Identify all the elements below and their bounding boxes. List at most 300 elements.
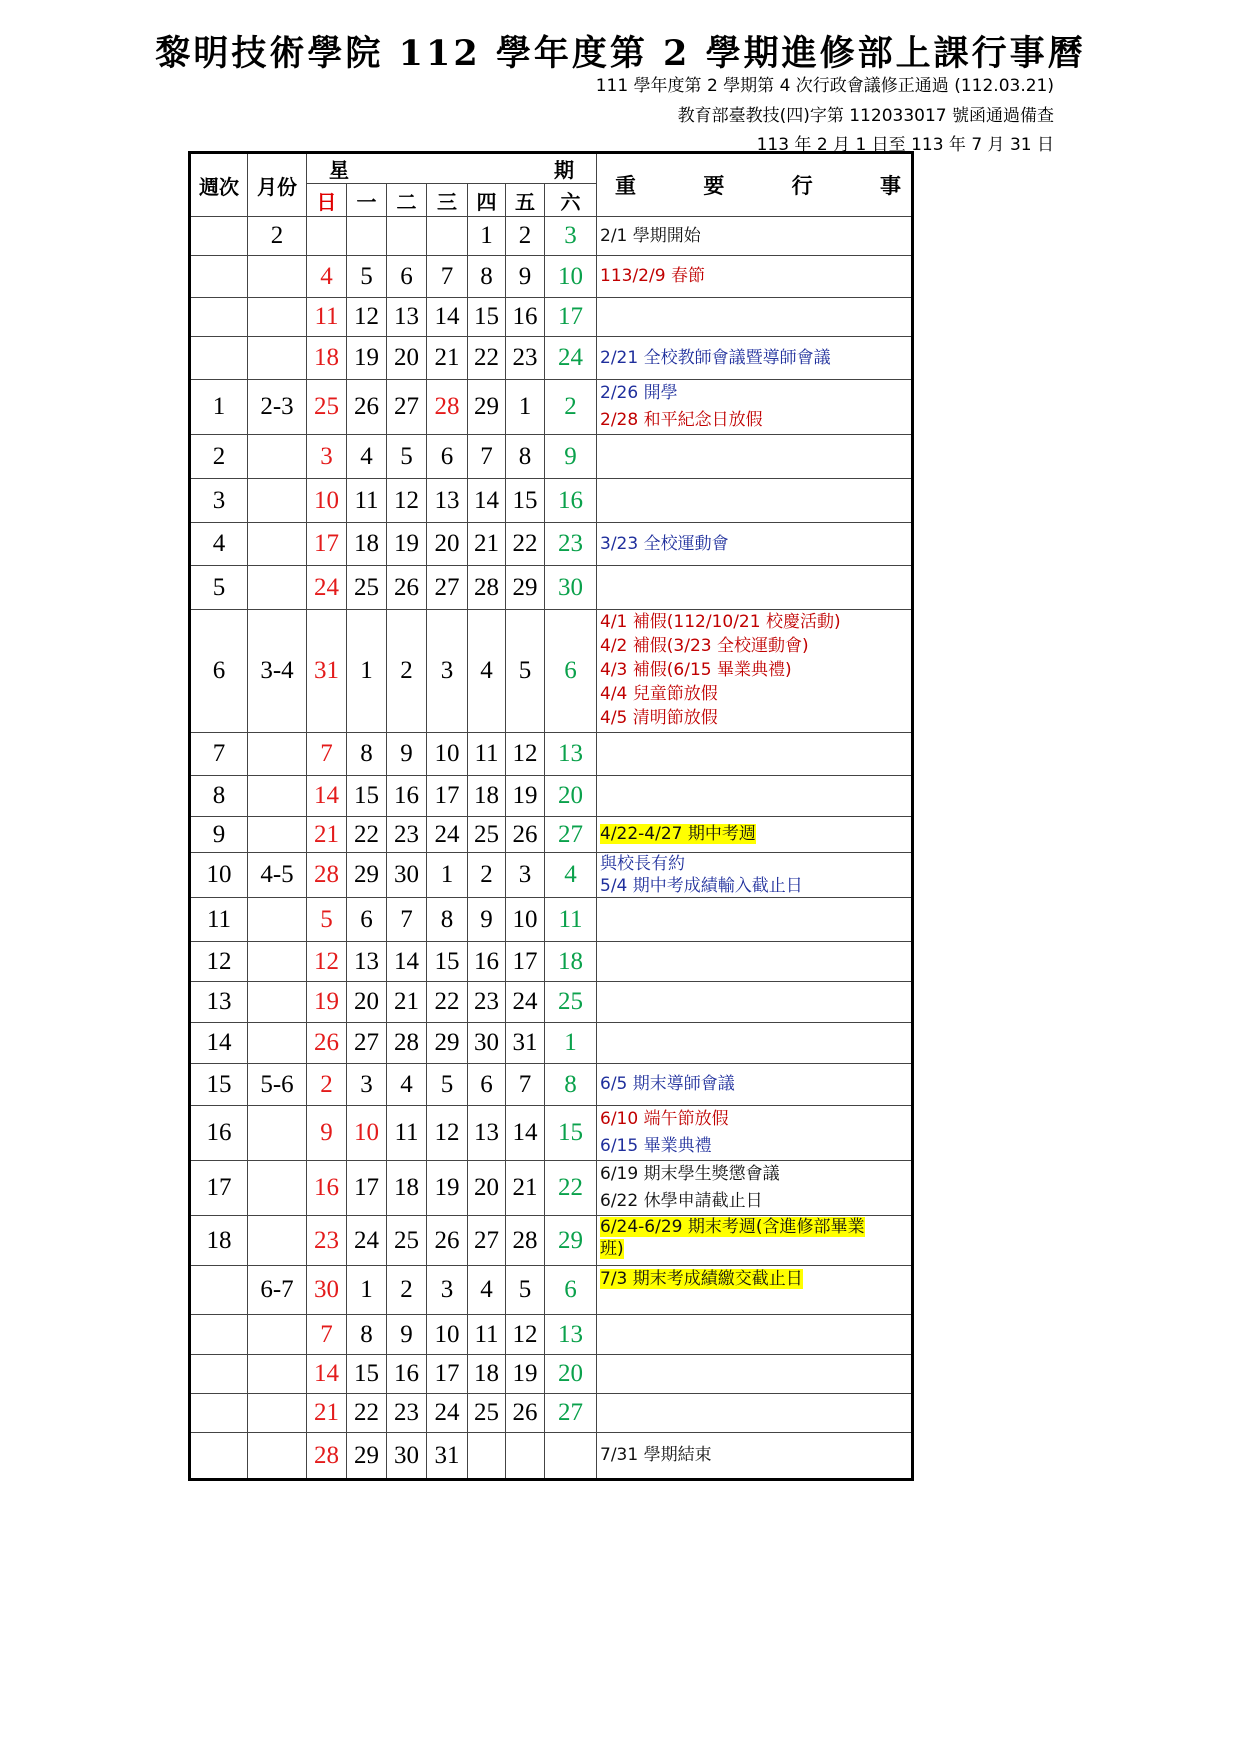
date-cell: 12 xyxy=(506,733,545,776)
date-cell: 18 xyxy=(347,523,387,566)
date-cell: 8 xyxy=(468,256,506,298)
date-cell: 17 xyxy=(307,523,347,566)
date-cell: 30 xyxy=(307,1266,347,1315)
events-cell xyxy=(597,942,913,982)
table-row xyxy=(190,380,913,435)
event-text: 6/5 期末導師會議 xyxy=(600,1074,735,1094)
date-cell: 3 xyxy=(427,1266,468,1315)
events-cell xyxy=(597,1106,913,1161)
date-cell: 15 xyxy=(545,1106,597,1161)
date-cell: 12 xyxy=(387,479,427,523)
date-cell: 11 xyxy=(468,733,506,776)
month-cell xyxy=(248,1315,307,1355)
table-row xyxy=(190,733,913,776)
date-cell: 3 xyxy=(427,610,468,733)
date-cell: 6 xyxy=(545,1266,597,1315)
date-cell: 27 xyxy=(545,1394,597,1433)
month-cell xyxy=(248,1355,307,1394)
day-header-sun: 日 xyxy=(307,184,347,217)
date-cell: 13 xyxy=(545,1315,597,1355)
date-cell: 2 xyxy=(387,1266,427,1315)
date-cell: 4 xyxy=(307,256,347,298)
date-cell: 10 xyxy=(545,256,597,298)
table-row xyxy=(190,1355,913,1394)
date-cell: 18 xyxy=(545,942,597,982)
table-row xyxy=(190,610,913,733)
date-cell: 13 xyxy=(387,298,427,337)
date-cell: 16 xyxy=(307,1161,347,1216)
date-cell: 5 xyxy=(506,610,545,733)
date-cell: 24 xyxy=(545,337,597,380)
date-cell: 5 xyxy=(387,435,427,479)
week-number xyxy=(190,217,248,256)
date-cell: 31 xyxy=(427,1433,468,1480)
date-cell: 10 xyxy=(307,479,347,523)
date-cell: 20 xyxy=(468,1161,506,1216)
event-text: 7/31 學期結束 xyxy=(600,1445,712,1465)
table-row xyxy=(190,898,913,942)
date-cell: 2 xyxy=(387,610,427,733)
week-number: 3 xyxy=(190,479,248,523)
date-range: 113 年 2 月 1 日至 113 年 7 月 31 日 xyxy=(756,135,1054,155)
day-header-tue: 二 xyxy=(387,184,427,217)
events-cell xyxy=(597,435,913,479)
date-cell: 26 xyxy=(506,817,545,853)
date-cell xyxy=(468,1433,506,1480)
date-cell: 28 xyxy=(468,566,506,610)
date-cell: 15 xyxy=(347,776,387,817)
date-cell: 9 xyxy=(545,435,597,479)
date-cell: 13 xyxy=(468,1106,506,1161)
event-text: 4/5 清明節放假 xyxy=(600,708,718,728)
events-cell xyxy=(597,733,913,776)
date-cell: 9 xyxy=(468,898,506,942)
events-cell xyxy=(597,1023,913,1064)
star-label: 星 xyxy=(329,158,349,182)
week-number xyxy=(190,298,248,337)
date-cell: 16 xyxy=(387,776,427,817)
date-cell: 14 xyxy=(427,298,468,337)
date-cell: 11 xyxy=(468,1315,506,1355)
date-cell: 17 xyxy=(545,298,597,337)
date-cell: 2 xyxy=(468,853,506,898)
date-cell: 23 xyxy=(387,1394,427,1433)
date-cell: 29 xyxy=(427,1023,468,1064)
date-cell: 14 xyxy=(387,942,427,982)
week-number xyxy=(190,1355,248,1394)
table-row xyxy=(190,1216,913,1266)
day-header-sat: 六 xyxy=(545,184,597,217)
month-cell xyxy=(248,1433,307,1480)
day-header-thu: 四 xyxy=(468,184,506,217)
date-cell: 25 xyxy=(468,1394,506,1433)
date-cell: 16 xyxy=(387,1355,427,1394)
date-cell: 22 xyxy=(427,982,468,1023)
month-cell: 2-3 xyxy=(248,380,307,435)
date-cell: 22 xyxy=(347,817,387,853)
month-cell xyxy=(248,1161,307,1216)
month-cell xyxy=(248,523,307,566)
date-cell: 9 xyxy=(387,1315,427,1355)
date-cell: 29 xyxy=(347,1433,387,1480)
date-cell: 21 xyxy=(307,1394,347,1433)
date-cell: 8 xyxy=(506,435,545,479)
event-text: 6/24-6/29 期末考週(含進修部畢業 xyxy=(600,1217,865,1237)
events-cell xyxy=(597,610,913,733)
month-cell: 2 xyxy=(248,217,307,256)
date-cell: 25 xyxy=(347,566,387,610)
date-cell: 13 xyxy=(545,733,597,776)
month-cell xyxy=(248,479,307,523)
date-cell: 10 xyxy=(427,733,468,776)
week-number xyxy=(190,1433,248,1480)
date-cell: 25 xyxy=(387,1216,427,1266)
event-text: 2/28 和平紀念日放假 xyxy=(600,410,763,430)
date-cell: 25 xyxy=(468,817,506,853)
table-row xyxy=(190,337,913,380)
week-number: 16 xyxy=(190,1106,248,1161)
date-cell: 6 xyxy=(427,435,468,479)
date-cell: 27 xyxy=(387,380,427,435)
date-cell: 12 xyxy=(307,942,347,982)
month-cell xyxy=(248,1106,307,1161)
table-row xyxy=(190,1315,913,1355)
date-cell xyxy=(307,217,347,256)
date-cell: 8 xyxy=(427,898,468,942)
month-cell: 4-5 xyxy=(248,853,307,898)
date-cell: 19 xyxy=(506,1355,545,1394)
date-cell: 1 xyxy=(506,380,545,435)
date-cell: 1 xyxy=(468,217,506,256)
date-cell: 20 xyxy=(347,982,387,1023)
date-cell: 19 xyxy=(506,776,545,817)
event-text: 6/15 畢業典禮 xyxy=(600,1136,712,1156)
week-number: 10 xyxy=(190,853,248,898)
date-cell: 26 xyxy=(307,1023,347,1064)
table-row xyxy=(190,1394,913,1433)
table-row xyxy=(190,1433,913,1480)
date-cell: 9 xyxy=(307,1106,347,1161)
date-cell: 24 xyxy=(506,982,545,1023)
date-cell: 1 xyxy=(427,853,468,898)
event-text: 4/4 兒童節放假 xyxy=(600,684,718,704)
events-header-char: 行 xyxy=(791,174,813,198)
week-number: 17 xyxy=(190,1161,248,1216)
event-text: 6/22 休學申請截止日 xyxy=(600,1191,763,1211)
events-header-char: 事 xyxy=(879,174,901,198)
events-cell xyxy=(597,1355,913,1394)
event-text: 4/22-4/27 期中考週 xyxy=(600,824,756,844)
events-cell xyxy=(597,1433,913,1480)
event-text: 2/26 開學 xyxy=(600,383,678,403)
event-text: 7/3 期末考成績繳交截止日 xyxy=(600,1269,803,1289)
date-cell: 10 xyxy=(506,898,545,942)
month-cell xyxy=(248,566,307,610)
table-row xyxy=(190,298,913,337)
date-cell: 9 xyxy=(387,733,427,776)
table-row xyxy=(190,982,913,1023)
date-cell: 1 xyxy=(347,610,387,733)
date-cell: 17 xyxy=(427,1355,468,1394)
day-header-mon: 一 xyxy=(347,184,387,217)
date-cell: 15 xyxy=(468,298,506,337)
events-cell xyxy=(597,523,913,566)
week-number: 5 xyxy=(190,566,248,610)
date-cell: 7 xyxy=(307,733,347,776)
month-cell: 3-4 xyxy=(248,610,307,733)
event-text: 班) xyxy=(600,1239,624,1259)
events-cell xyxy=(597,776,913,817)
date-cell: 4 xyxy=(468,1266,506,1315)
date-cell: 24 xyxy=(347,1216,387,1266)
date-cell: 5 xyxy=(427,1064,468,1106)
date-cell: 7 xyxy=(506,1064,545,1106)
date-cell: 6 xyxy=(468,1064,506,1106)
month-cell xyxy=(248,298,307,337)
week-number: 14 xyxy=(190,1023,248,1064)
date-cell: 22 xyxy=(468,337,506,380)
date-cell: 19 xyxy=(427,1161,468,1216)
qi-label: 期 xyxy=(554,158,574,182)
date-cell: 30 xyxy=(545,566,597,610)
month-cell xyxy=(248,1023,307,1064)
month-cell xyxy=(248,435,307,479)
month-cell xyxy=(248,817,307,853)
date-cell: 25 xyxy=(307,380,347,435)
date-cell xyxy=(545,1433,597,1480)
date-cell: 14 xyxy=(307,776,347,817)
date-cell: 9 xyxy=(506,256,545,298)
date-cell: 23 xyxy=(506,337,545,380)
date-cell: 6 xyxy=(387,256,427,298)
date-cell: 5 xyxy=(506,1266,545,1315)
date-cell: 17 xyxy=(427,776,468,817)
events-cell xyxy=(597,566,913,610)
date-cell: 13 xyxy=(427,479,468,523)
event-text: 3/23 全校運動會 xyxy=(600,533,729,554)
month-cell xyxy=(248,733,307,776)
date-cell: 26 xyxy=(427,1216,468,1266)
event-text: 2/21 全校教師會議暨導師會議 xyxy=(600,347,831,368)
events-header xyxy=(597,153,913,217)
date-cell: 5 xyxy=(347,256,387,298)
date-cell: 12 xyxy=(506,1315,545,1355)
date-cell: 14 xyxy=(506,1106,545,1161)
events-cell xyxy=(597,256,913,298)
week-number: 6 xyxy=(190,610,248,733)
table-row xyxy=(190,1064,913,1106)
day-header-fri: 五 xyxy=(506,184,545,217)
week-number xyxy=(190,1315,248,1355)
week-number xyxy=(190,337,248,380)
calendar-body xyxy=(190,217,913,1480)
month-cell: 6-7 xyxy=(248,1266,307,1315)
events-cell xyxy=(597,1216,913,1266)
table-row xyxy=(190,523,913,566)
date-cell: 23 xyxy=(468,982,506,1023)
week-number: 2 xyxy=(190,435,248,479)
date-cell: 8 xyxy=(545,1064,597,1106)
date-cell: 24 xyxy=(427,1394,468,1433)
table-row xyxy=(190,435,913,479)
date-cell: 28 xyxy=(307,853,347,898)
date-cell xyxy=(347,217,387,256)
date-cell: 23 xyxy=(387,817,427,853)
date-cell: 7 xyxy=(427,256,468,298)
date-cell: 16 xyxy=(506,298,545,337)
date-cell: 2 xyxy=(307,1064,347,1106)
date-cell xyxy=(387,217,427,256)
date-cell: 29 xyxy=(506,566,545,610)
date-cell: 27 xyxy=(545,817,597,853)
date-cell: 12 xyxy=(347,298,387,337)
date-cell: 21 xyxy=(427,337,468,380)
date-cell: 18 xyxy=(387,1161,427,1216)
date-cell: 8 xyxy=(347,733,387,776)
date-cell: 1 xyxy=(347,1266,387,1315)
date-cell: 11 xyxy=(307,298,347,337)
date-cell: 18 xyxy=(307,337,347,380)
date-cell: 2 xyxy=(545,380,597,435)
date-cell: 11 xyxy=(347,479,387,523)
week-number xyxy=(190,1394,248,1433)
event-text: 與校長有約 xyxy=(600,854,685,874)
week-number: 1 xyxy=(190,380,248,435)
date-cell: 4 xyxy=(468,610,506,733)
date-cell: 26 xyxy=(347,380,387,435)
week-number: 4 xyxy=(190,523,248,566)
date-cell: 19 xyxy=(387,523,427,566)
week-number: 13 xyxy=(190,982,248,1023)
date-cell: 1 xyxy=(545,1023,597,1064)
event-text: 6/19 期末學生獎懲會議 xyxy=(600,1164,780,1184)
day-header-wed: 三 xyxy=(427,184,468,217)
date-cell: 18 xyxy=(468,1355,506,1394)
date-cell: 22 xyxy=(347,1394,387,1433)
month-cell xyxy=(248,942,307,982)
events-header-char: 要 xyxy=(703,174,725,198)
table-row xyxy=(190,566,913,610)
date-cell: 20 xyxy=(387,337,427,380)
event-text: 5/4 期中考成績輸入截止日 xyxy=(600,876,803,896)
date-cell: 6 xyxy=(545,610,597,733)
date-cell: 30 xyxy=(387,853,427,898)
week-number: 12 xyxy=(190,942,248,982)
month-cell: 5-6 xyxy=(248,1064,307,1106)
table-row xyxy=(190,1161,913,1216)
date-cell: 7 xyxy=(387,898,427,942)
date-cell: 8 xyxy=(347,1315,387,1355)
date-cell: 24 xyxy=(427,817,468,853)
weekday-group-header xyxy=(307,153,597,184)
month-cell xyxy=(248,337,307,380)
date-cell: 5 xyxy=(307,898,347,942)
date-cell: 30 xyxy=(387,1433,427,1480)
date-cell: 13 xyxy=(347,942,387,982)
table-row xyxy=(190,1106,913,1161)
date-cell: 28 xyxy=(506,1216,545,1266)
date-cell: 21 xyxy=(307,817,347,853)
date-cell: 4 xyxy=(545,853,597,898)
month-cell xyxy=(248,1394,307,1433)
date-cell: 12 xyxy=(427,1106,468,1161)
date-cell: 7 xyxy=(307,1315,347,1355)
date-cell: 19 xyxy=(307,982,347,1023)
events-cell xyxy=(597,817,913,853)
date-cell: 31 xyxy=(307,610,347,733)
events-cell xyxy=(597,479,913,523)
date-cell: 23 xyxy=(307,1216,347,1266)
date-cell: 4 xyxy=(387,1064,427,1106)
event-text: 6/10 端午節放假 xyxy=(600,1109,729,1129)
date-cell: 6 xyxy=(347,898,387,942)
date-cell: 29 xyxy=(545,1216,597,1266)
events-cell xyxy=(597,298,913,337)
date-cell: 22 xyxy=(545,1161,597,1216)
date-cell: 3 xyxy=(506,853,545,898)
date-cell: 25 xyxy=(545,982,597,1023)
event-text: 4/1 補假(112/10/21 校慶活動) xyxy=(600,612,841,632)
month-cell xyxy=(248,1216,307,1266)
date-cell: 3 xyxy=(307,435,347,479)
date-cell: 28 xyxy=(307,1433,347,1480)
date-cell: 28 xyxy=(387,1023,427,1064)
date-cell: 26 xyxy=(387,566,427,610)
date-cell: 10 xyxy=(427,1315,468,1355)
table-row xyxy=(190,776,913,817)
month-cell xyxy=(248,776,307,817)
date-cell: 21 xyxy=(468,523,506,566)
events-cell xyxy=(597,898,913,942)
week-header: 週次 xyxy=(190,153,248,217)
event-text: 4/3 補假(6/15 畢業典禮) xyxy=(600,660,792,680)
table-row xyxy=(190,853,913,898)
date-cell: 31 xyxy=(506,1023,545,1064)
table-row xyxy=(190,942,913,982)
events-cell xyxy=(597,1266,913,1315)
date-cell: 27 xyxy=(347,1023,387,1064)
event-text: 4/2 補假(3/23 全校運動會) xyxy=(600,636,809,656)
date-cell: 15 xyxy=(506,479,545,523)
date-cell: 11 xyxy=(545,898,597,942)
events-cell xyxy=(597,853,913,898)
event-text: 113/2/9 春節 xyxy=(600,266,705,286)
date-cell: 29 xyxy=(468,380,506,435)
table-row xyxy=(190,1023,913,1064)
month-cell xyxy=(248,982,307,1023)
date-cell: 21 xyxy=(506,1161,545,1216)
date-cell: 11 xyxy=(387,1106,427,1161)
events-cell xyxy=(597,380,913,435)
date-cell: 4 xyxy=(347,435,387,479)
events-cell xyxy=(597,1315,913,1355)
week-number: 11 xyxy=(190,898,248,942)
date-cell: 20 xyxy=(427,523,468,566)
date-cell: 28 xyxy=(427,380,468,435)
table-row xyxy=(190,256,913,298)
week-number xyxy=(190,256,248,298)
date-cell: 22 xyxy=(506,523,545,566)
date-cell: 27 xyxy=(427,566,468,610)
table-row xyxy=(190,1266,913,1315)
date-cell: 3 xyxy=(347,1064,387,1106)
date-cell: 10 xyxy=(347,1106,387,1161)
approval-note: 111 學年度第 2 學期第 4 次行政會議修正通過 (112.03.21) xyxy=(595,76,1054,96)
week-number xyxy=(190,1266,248,1315)
events-cell xyxy=(597,1161,913,1216)
events-cell xyxy=(597,1064,913,1106)
event-text: 2/1 學期開始 xyxy=(600,225,701,246)
